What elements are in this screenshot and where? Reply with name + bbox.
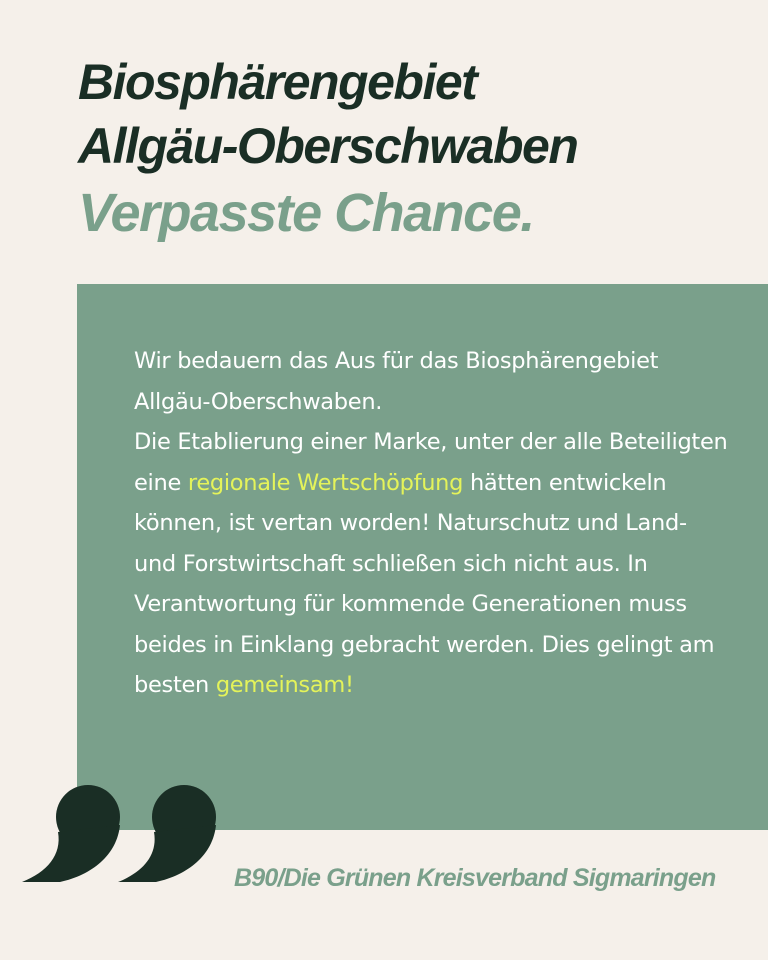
title-line-3: Verpasste Chance. xyxy=(78,183,534,243)
highlight-regionale-wertschoepfung: regionale Wertschöpfung xyxy=(187,469,464,496)
quote-sentence-2-end: hätten entwickeln können, ist vertan worden! Naturschutz und Land- und Forstwirtschaft schließen sich nicht aus. In Verantwortung für kommende Generationen muss beides in Einklang gebracht werden. Dies gelingt am besten xyxy=(134,469,715,698)
quote-sentence-2-start: Die Etablierung einer Marke, unter der alle Beteiligten eine xyxy=(134,429,728,496)
quote-box xyxy=(77,284,768,830)
closing-quotation-mark-icon xyxy=(22,780,222,882)
quote-text xyxy=(134,341,734,706)
signature: B90/Die Grünen Kreisverband Sigmaringen xyxy=(234,864,716,892)
page-title xyxy=(78,50,577,248)
highlight-gemeinsam: gemeinsam! xyxy=(215,672,354,698)
title-line-1: Biosphärengebiet xyxy=(78,54,477,110)
quote-sentence-1: Wir bedauern das Aus für das Biosphärengebiet Allgäu-Oberschwaben. xyxy=(134,348,659,415)
title-line-2: Allgäu-Oberschwaben xyxy=(78,118,578,174)
